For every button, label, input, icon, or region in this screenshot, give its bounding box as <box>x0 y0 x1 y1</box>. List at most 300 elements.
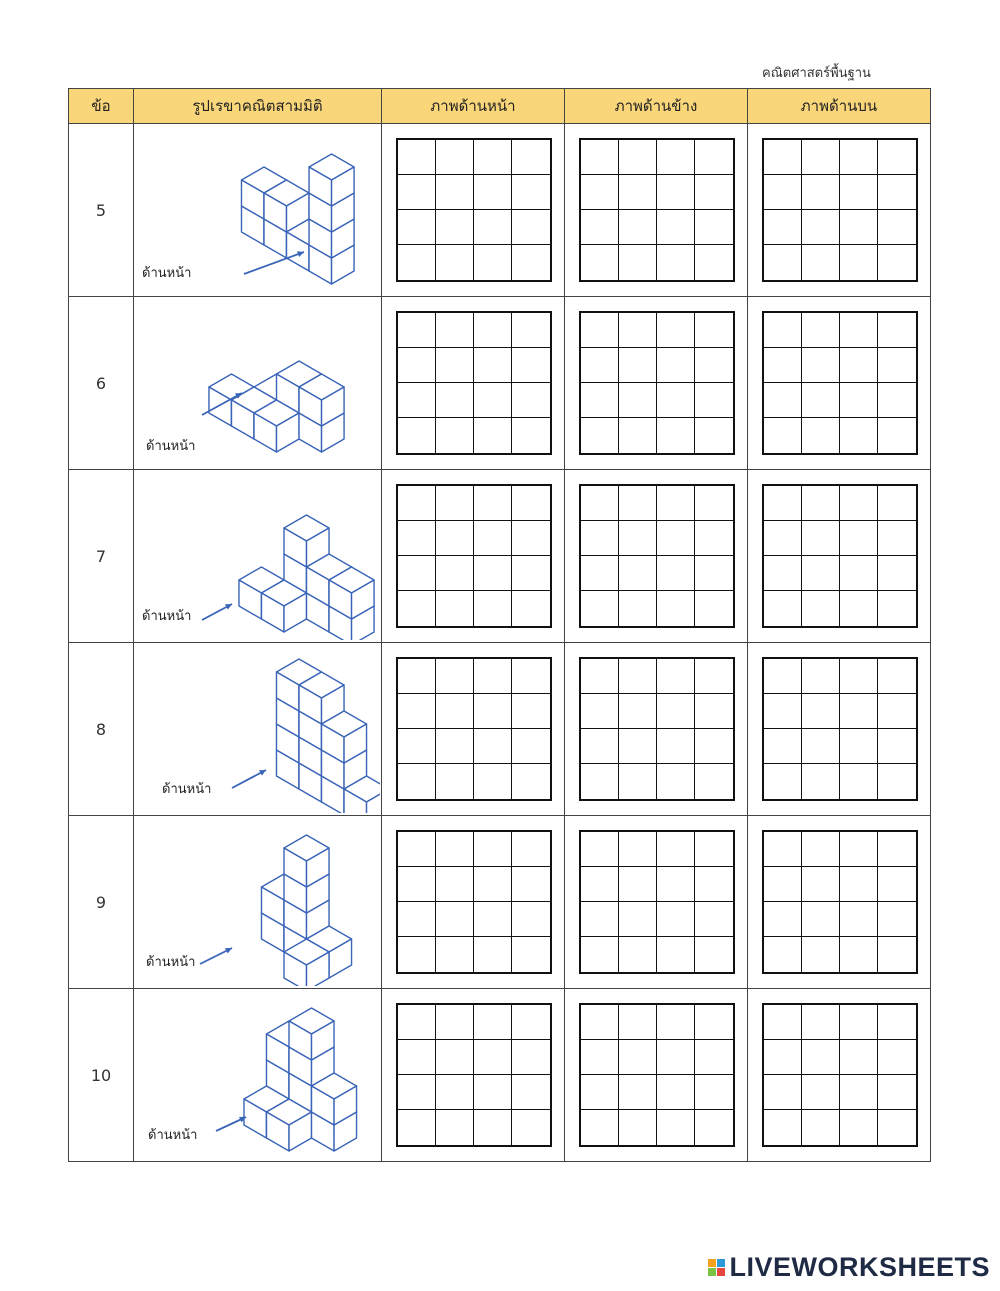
grid-square[interactable] <box>657 140 695 175</box>
grid-square[interactable] <box>436 210 474 245</box>
grid-square[interactable] <box>436 694 474 729</box>
grid-square[interactable] <box>657 418 695 453</box>
grid-square[interactable] <box>512 140 550 175</box>
grid-square[interactable] <box>436 140 474 175</box>
grid-square[interactable] <box>802 1075 840 1110</box>
grid-square[interactable] <box>619 556 657 591</box>
grid-square[interactable] <box>695 902 733 937</box>
grid-square[interactable] <box>398 867 436 902</box>
grid-square[interactable] <box>764 140 802 175</box>
grid-square[interactable] <box>840 313 878 348</box>
grid-square[interactable] <box>764 418 802 453</box>
grid-square[interactable] <box>764 867 802 902</box>
grid-square[interactable] <box>695 1040 733 1075</box>
grid-square[interactable] <box>764 937 802 972</box>
grid-square[interactable] <box>802 313 840 348</box>
side-view-grid[interactable] <box>579 484 735 628</box>
grid-square[interactable] <box>878 521 916 556</box>
grid-square[interactable] <box>619 210 657 245</box>
grid-square[interactable] <box>695 348 733 383</box>
grid-square[interactable] <box>802 1040 840 1075</box>
grid-square[interactable] <box>802 140 840 175</box>
grid-square[interactable] <box>581 729 619 764</box>
grid-square[interactable] <box>878 694 916 729</box>
grid-square[interactable] <box>619 313 657 348</box>
grid-square[interactable] <box>474 556 512 591</box>
grid-square[interactable] <box>840 694 878 729</box>
grid-square[interactable] <box>398 902 436 937</box>
grid-square[interactable] <box>581 764 619 799</box>
grid-square[interactable] <box>436 383 474 418</box>
grid-square[interactable] <box>619 521 657 556</box>
grid-square[interactable] <box>802 210 840 245</box>
grid-square[interactable] <box>398 556 436 591</box>
grid-square[interactable] <box>581 1040 619 1075</box>
grid-square[interactable] <box>581 418 619 453</box>
grid-square[interactable] <box>436 1075 474 1110</box>
grid-square[interactable] <box>802 1110 840 1145</box>
grid-square[interactable] <box>436 659 474 694</box>
grid-square[interactable] <box>695 1075 733 1110</box>
grid-square[interactable] <box>436 902 474 937</box>
grid-square[interactable] <box>840 418 878 453</box>
grid-square[interactable] <box>657 348 695 383</box>
grid-square[interactable] <box>840 521 878 556</box>
grid-square[interactable] <box>619 937 657 972</box>
grid-square[interactable] <box>802 764 840 799</box>
grid-square[interactable] <box>764 832 802 867</box>
grid-square[interactable] <box>581 383 619 418</box>
grid-square[interactable] <box>581 832 619 867</box>
grid-square[interactable] <box>474 1075 512 1110</box>
grid-square[interactable] <box>764 1075 802 1110</box>
grid-square[interactable] <box>878 937 916 972</box>
grid-square[interactable] <box>512 764 550 799</box>
grid-square[interactable] <box>764 902 802 937</box>
grid-square[interactable] <box>436 245 474 280</box>
grid-square[interactable] <box>695 245 733 280</box>
grid-square[interactable] <box>764 245 802 280</box>
grid-square[interactable] <box>764 383 802 418</box>
grid-square[interactable] <box>474 764 512 799</box>
grid-square[interactable] <box>695 591 733 626</box>
grid-square[interactable] <box>436 313 474 348</box>
grid-square[interactable] <box>474 245 512 280</box>
grid-square[interactable] <box>878 245 916 280</box>
grid-square[interactable] <box>581 694 619 729</box>
grid-square[interactable] <box>474 694 512 729</box>
grid-square[interactable] <box>657 764 695 799</box>
grid-square[interactable] <box>581 175 619 210</box>
side-view-grid[interactable] <box>579 138 735 282</box>
grid-square[interactable] <box>474 210 512 245</box>
grid-square[interactable] <box>657 1005 695 1040</box>
grid-square[interactable] <box>619 867 657 902</box>
front-view-grid[interactable] <box>396 657 552 801</box>
grid-square[interactable] <box>619 175 657 210</box>
grid-square[interactable] <box>802 729 840 764</box>
grid-square[interactable] <box>512 210 550 245</box>
grid-square[interactable] <box>512 832 550 867</box>
grid-square[interactable] <box>695 556 733 591</box>
grid-square[interactable] <box>802 175 840 210</box>
grid-square[interactable] <box>802 245 840 280</box>
grid-square[interactable] <box>695 210 733 245</box>
grid-square[interactable] <box>619 1075 657 1110</box>
grid-square[interactable] <box>436 418 474 453</box>
grid-square[interactable] <box>512 1005 550 1040</box>
grid-square[interactable] <box>436 1040 474 1075</box>
grid-square[interactable] <box>657 1075 695 1110</box>
grid-square[interactable] <box>802 418 840 453</box>
front-view-grid[interactable] <box>396 1003 552 1147</box>
grid-square[interactable] <box>474 418 512 453</box>
grid-square[interactable] <box>512 867 550 902</box>
grid-square[interactable] <box>657 591 695 626</box>
grid-square[interactable] <box>878 832 916 867</box>
grid-square[interactable] <box>512 418 550 453</box>
grid-square[interactable] <box>657 556 695 591</box>
grid-square[interactable] <box>474 348 512 383</box>
grid-square[interactable] <box>474 1005 512 1040</box>
grid-square[interactable] <box>474 486 512 521</box>
grid-square[interactable] <box>878 1005 916 1040</box>
grid-square[interactable] <box>581 486 619 521</box>
grid-square[interactable] <box>695 764 733 799</box>
grid-square[interactable] <box>474 659 512 694</box>
grid-square[interactable] <box>398 348 436 383</box>
grid-square[interactable] <box>581 937 619 972</box>
grid-square[interactable] <box>764 348 802 383</box>
grid-square[interactable] <box>878 729 916 764</box>
grid-square[interactable] <box>398 729 436 764</box>
grid-square[interactable] <box>581 140 619 175</box>
front-view-grid[interactable] <box>396 138 552 282</box>
grid-square[interactable] <box>802 659 840 694</box>
grid-square[interactable] <box>474 313 512 348</box>
grid-square[interactable] <box>802 1005 840 1040</box>
grid-square[interactable] <box>840 556 878 591</box>
grid-square[interactable] <box>581 521 619 556</box>
grid-square[interactable] <box>619 729 657 764</box>
grid-square[interactable] <box>474 1040 512 1075</box>
grid-square[interactable] <box>878 348 916 383</box>
grid-square[interactable] <box>512 521 550 556</box>
grid-square[interactable] <box>695 1110 733 1145</box>
grid-square[interactable] <box>840 591 878 626</box>
grid-square[interactable] <box>840 729 878 764</box>
grid-square[interactable] <box>474 591 512 626</box>
grid-square[interactable] <box>398 486 436 521</box>
top-view-grid[interactable] <box>762 1003 918 1147</box>
grid-square[interactable] <box>878 1040 916 1075</box>
grid-square[interactable] <box>657 902 695 937</box>
grid-square[interactable] <box>657 867 695 902</box>
grid-square[interactable] <box>512 1110 550 1145</box>
grid-square[interactable] <box>695 832 733 867</box>
grid-square[interactable] <box>512 591 550 626</box>
grid-square[interactable] <box>512 556 550 591</box>
grid-square[interactable] <box>695 659 733 694</box>
grid-square[interactable] <box>581 556 619 591</box>
grid-square[interactable] <box>398 521 436 556</box>
grid-square[interactable] <box>840 1075 878 1110</box>
grid-square[interactable] <box>398 591 436 626</box>
grid-square[interactable] <box>398 313 436 348</box>
grid-square[interactable] <box>581 659 619 694</box>
grid-square[interactable] <box>878 418 916 453</box>
grid-square[interactable] <box>474 937 512 972</box>
grid-square[interactable] <box>436 764 474 799</box>
grid-square[interactable] <box>436 832 474 867</box>
grid-square[interactable] <box>840 245 878 280</box>
grid-square[interactable] <box>581 1005 619 1040</box>
grid-square[interactable] <box>764 1040 802 1075</box>
grid-square[interactable] <box>840 764 878 799</box>
grid-square[interactable] <box>764 764 802 799</box>
grid-square[interactable] <box>398 140 436 175</box>
grid-square[interactable] <box>802 694 840 729</box>
grid-square[interactable] <box>657 937 695 972</box>
grid-square[interactable] <box>512 902 550 937</box>
grid-square[interactable] <box>657 313 695 348</box>
grid-square[interactable] <box>436 556 474 591</box>
grid-square[interactable] <box>512 348 550 383</box>
grid-square[interactable] <box>619 1005 657 1040</box>
grid-square[interactable] <box>802 937 840 972</box>
grid-square[interactable] <box>802 383 840 418</box>
grid-square[interactable] <box>436 937 474 972</box>
grid-square[interactable] <box>764 486 802 521</box>
grid-square[interactable] <box>764 556 802 591</box>
grid-square[interactable] <box>695 175 733 210</box>
grid-square[interactable] <box>474 140 512 175</box>
grid-square[interactable] <box>840 175 878 210</box>
grid-square[interactable] <box>764 659 802 694</box>
grid-square[interactable] <box>619 694 657 729</box>
grid-square[interactable] <box>619 659 657 694</box>
grid-square[interactable] <box>695 486 733 521</box>
grid-square[interactable] <box>764 313 802 348</box>
side-view-grid[interactable] <box>579 1003 735 1147</box>
grid-square[interactable] <box>474 902 512 937</box>
grid-square[interactable] <box>619 348 657 383</box>
grid-square[interactable] <box>802 556 840 591</box>
grid-square[interactable] <box>619 486 657 521</box>
grid-square[interactable] <box>802 348 840 383</box>
grid-square[interactable] <box>619 832 657 867</box>
grid-square[interactable] <box>436 729 474 764</box>
grid-square[interactable] <box>512 937 550 972</box>
grid-square[interactable] <box>619 902 657 937</box>
grid-square[interactable] <box>398 175 436 210</box>
grid-square[interactable] <box>657 694 695 729</box>
grid-square[interactable] <box>436 175 474 210</box>
grid-square[interactable] <box>581 1110 619 1145</box>
grid-square[interactable] <box>802 832 840 867</box>
front-view-grid[interactable] <box>396 830 552 974</box>
grid-square[interactable] <box>581 348 619 383</box>
grid-square[interactable] <box>840 832 878 867</box>
grid-square[interactable] <box>398 210 436 245</box>
grid-square[interactable] <box>512 694 550 729</box>
grid-square[interactable] <box>802 521 840 556</box>
grid-square[interactable] <box>398 1040 436 1075</box>
grid-square[interactable] <box>764 521 802 556</box>
grid-square[interactable] <box>840 1005 878 1040</box>
grid-square[interactable] <box>398 937 436 972</box>
grid-square[interactable] <box>840 659 878 694</box>
grid-square[interactable] <box>512 486 550 521</box>
grid-square[interactable] <box>878 486 916 521</box>
grid-square[interactable] <box>398 694 436 729</box>
grid-square[interactable] <box>695 694 733 729</box>
top-view-grid[interactable] <box>762 830 918 974</box>
grid-square[interactable] <box>657 245 695 280</box>
side-view-grid[interactable] <box>579 657 735 801</box>
grid-square[interactable] <box>398 245 436 280</box>
grid-square[interactable] <box>398 659 436 694</box>
grid-square[interactable] <box>512 1075 550 1110</box>
grid-square[interactable] <box>619 764 657 799</box>
grid-square[interactable] <box>512 1040 550 1075</box>
grid-square[interactable] <box>802 902 840 937</box>
grid-square[interactable] <box>657 486 695 521</box>
grid-square[interactable] <box>398 1005 436 1040</box>
grid-square[interactable] <box>878 867 916 902</box>
top-view-grid[interactable] <box>762 311 918 455</box>
grid-square[interactable] <box>764 1110 802 1145</box>
grid-square[interactable] <box>878 659 916 694</box>
grid-square[interactable] <box>436 1005 474 1040</box>
grid-square[interactable] <box>657 383 695 418</box>
grid-square[interactable] <box>695 521 733 556</box>
grid-square[interactable] <box>512 175 550 210</box>
grid-square[interactable] <box>619 245 657 280</box>
grid-square[interactable] <box>695 383 733 418</box>
grid-square[interactable] <box>764 210 802 245</box>
front-view-grid[interactable] <box>396 484 552 628</box>
grid-square[interactable] <box>619 418 657 453</box>
grid-square[interactable] <box>619 140 657 175</box>
grid-square[interactable] <box>657 729 695 764</box>
grid-square[interactable] <box>619 591 657 626</box>
grid-square[interactable] <box>878 902 916 937</box>
grid-square[interactable] <box>878 210 916 245</box>
grid-square[interactable] <box>878 556 916 591</box>
grid-square[interactable] <box>695 729 733 764</box>
grid-square[interactable] <box>840 348 878 383</box>
grid-square[interactable] <box>695 313 733 348</box>
grid-square[interactable] <box>764 175 802 210</box>
grid-square[interactable] <box>398 764 436 799</box>
grid-square[interactable] <box>878 383 916 418</box>
side-view-grid[interactable] <box>579 830 735 974</box>
grid-square[interactable] <box>436 1110 474 1145</box>
grid-square[interactable] <box>802 486 840 521</box>
grid-square[interactable] <box>840 1110 878 1145</box>
grid-square[interactable] <box>581 1075 619 1110</box>
grid-square[interactable] <box>802 867 840 902</box>
grid-square[interactable] <box>436 486 474 521</box>
grid-square[interactable] <box>802 591 840 626</box>
top-view-grid[interactable] <box>762 657 918 801</box>
grid-square[interactable] <box>581 313 619 348</box>
grid-square[interactable] <box>474 521 512 556</box>
grid-square[interactable] <box>512 729 550 764</box>
top-view-grid[interactable] <box>762 484 918 628</box>
grid-square[interactable] <box>657 1040 695 1075</box>
grid-square[interactable] <box>512 659 550 694</box>
grid-square[interactable] <box>695 937 733 972</box>
grid-square[interactable] <box>436 348 474 383</box>
grid-square[interactable] <box>840 383 878 418</box>
grid-square[interactable] <box>474 729 512 764</box>
grid-square[interactable] <box>840 902 878 937</box>
grid-square[interactable] <box>619 383 657 418</box>
grid-square[interactable] <box>878 313 916 348</box>
grid-square[interactable] <box>657 210 695 245</box>
grid-square[interactable] <box>695 140 733 175</box>
grid-square[interactable] <box>436 521 474 556</box>
grid-square[interactable] <box>764 729 802 764</box>
grid-square[interactable] <box>581 591 619 626</box>
grid-square[interactable] <box>474 832 512 867</box>
top-view-grid[interactable] <box>762 138 918 282</box>
grid-square[interactable] <box>436 591 474 626</box>
grid-square[interactable] <box>657 1110 695 1145</box>
grid-square[interactable] <box>840 140 878 175</box>
grid-square[interactable] <box>398 1110 436 1145</box>
grid-square[interactable] <box>474 1110 512 1145</box>
grid-square[interactable] <box>657 832 695 867</box>
grid-square[interactable] <box>840 937 878 972</box>
grid-square[interactable] <box>657 175 695 210</box>
grid-square[interactable] <box>878 1110 916 1145</box>
grid-square[interactable] <box>474 175 512 210</box>
grid-square[interactable] <box>878 591 916 626</box>
front-view-grid[interactable] <box>396 311 552 455</box>
grid-square[interactable] <box>840 210 878 245</box>
grid-square[interactable] <box>581 245 619 280</box>
grid-square[interactable] <box>581 902 619 937</box>
grid-square[interactable] <box>581 867 619 902</box>
grid-square[interactable] <box>512 383 550 418</box>
grid-square[interactable] <box>878 175 916 210</box>
grid-square[interactable] <box>581 210 619 245</box>
grid-square[interactable] <box>398 1075 436 1110</box>
grid-square[interactable] <box>474 867 512 902</box>
grid-square[interactable] <box>840 1040 878 1075</box>
grid-square[interactable] <box>398 418 436 453</box>
grid-square[interactable] <box>619 1110 657 1145</box>
grid-square[interactable] <box>878 140 916 175</box>
grid-square[interactable] <box>398 832 436 867</box>
grid-square[interactable] <box>695 1005 733 1040</box>
grid-square[interactable] <box>764 694 802 729</box>
grid-square[interactable] <box>764 591 802 626</box>
side-view-grid[interactable] <box>579 311 735 455</box>
grid-square[interactable] <box>695 867 733 902</box>
grid-square[interactable] <box>657 659 695 694</box>
grid-square[interactable] <box>474 383 512 418</box>
grid-square[interactable] <box>436 867 474 902</box>
grid-square[interactable] <box>512 313 550 348</box>
grid-square[interactable] <box>840 486 878 521</box>
grid-square[interactable] <box>878 764 916 799</box>
grid-square[interactable] <box>398 383 436 418</box>
grid-square[interactable] <box>695 418 733 453</box>
